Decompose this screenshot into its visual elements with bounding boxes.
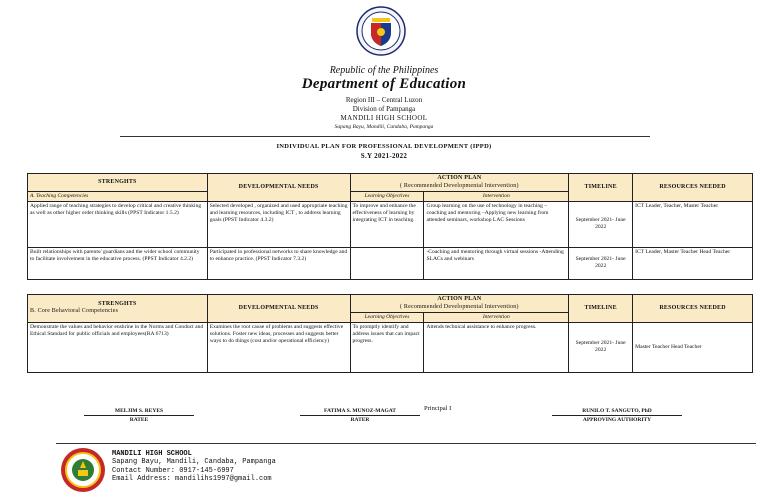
category-core-behavioral: B. Core Behavioral Competencies: [30, 308, 119, 315]
ippd-table-teaching: [27, 173, 753, 280]
cell-intervention: Group learning on the use of technology in teaching –coaching and mentoring –Applying new learning from attended seminars, workshop LAC Sessions: [424, 201, 569, 247]
cell-strength: Demonstrate the values and behavior enshrine in the Norms and Conduct and Ethical Standard for public officials and employees(RA 6713): [28, 322, 208, 372]
ratee-name: MELJIM S. REYES: [84, 408, 194, 416]
footer-school-name: MANDILI HIGH SCHOOL: [112, 450, 192, 458]
cell-strength: Applied range of teaching strategies to develop critical and creative thinking as well as other higher order thinking skills (PPST Indicator 1.5.2): [28, 201, 208, 247]
header-action-plan: [350, 174, 569, 192]
header-timeline: TIMELINE: [569, 174, 633, 202]
republic-line: Republic of the Philippines: [329, 65, 439, 76]
cell-developmental-need: Participated in professional networks to share knowledge and to enhance practice. (PPST Indicator 7.3.2): [207, 247, 350, 279]
cell-intervention: -Coaching and mentoring through virtual sessions -Attending SLACs and webinars: [424, 247, 569, 279]
header-strengths: [28, 295, 208, 323]
subheader-learning-objectives: Learning Objectives: [350, 192, 424, 202]
cell-learning-objective: To improve and enhance the effectiveness of learning by integrating ICT in teaching.: [350, 201, 424, 247]
action-plan-title: ACTION PLAN: [437, 296, 482, 302]
footer-contact: Contact Number: 0917-145-6997: [112, 466, 234, 475]
ippd-table-behavioral: [27, 294, 753, 373]
header-resources: RESOURCES NEEDED: [633, 174, 753, 202]
header-developmental-needs: DEVELOPMENTAL NEEDS: [207, 295, 350, 323]
subheader-learning-objectives: Learning Objectives: [350, 313, 424, 323]
document-title: INDIVIDUAL PLAN FOR PROFESSIONAL DEVELOPMENT (IPPD): [276, 143, 492, 150]
school-address: Sapang Bayu, Mandili, Candaba, Pampanga: [334, 124, 434, 130]
footer-contact-block: [112, 450, 276, 484]
table-row: [28, 322, 753, 372]
action-plan-subtitle: ( Recommended Developmental Intervention): [400, 303, 519, 310]
department-name: Department of Education: [301, 76, 467, 92]
cell-developmental-need: Examines the root cause of problems and suggests effective solutions. Foster new ideas, processes and suggests better ways to do things (cost and/or operational efficiency): [207, 322, 350, 372]
signature-approving: [552, 408, 682, 423]
cell-timeline: September 2021- June 2022: [569, 322, 633, 372]
cell-timeline: September 2021- June 2022: [569, 247, 633, 279]
cell-intervention: Attends technical assistance to enhance progress.: [424, 322, 569, 372]
subheader-intervention: Intervention: [424, 313, 569, 323]
header-divider: [120, 136, 650, 137]
ratee-role: RATEE: [129, 417, 149, 423]
header-timeline: TIMELINE: [569, 295, 633, 323]
footer-divider: [56, 443, 756, 444]
rater-name: FATIMA S. MUNOZ-MAGAT: [300, 408, 420, 416]
category-teaching-competencies: A. Teaching Competencies: [28, 192, 208, 202]
signature-rater: [300, 408, 420, 423]
header-action-plan: [350, 295, 569, 313]
header-strengths: STRENGHTS: [28, 174, 208, 192]
subheader-intervention: Intervention: [424, 192, 569, 202]
cell-resources: Master Teacher Head Teacher: [633, 322, 753, 372]
footer-address: Sapang Bayu, Mandili, Candaba, Pampanga: [112, 458, 276, 467]
rater-position: Principal I: [424, 405, 452, 412]
cell-strength: Built relationships with parents/ guardians and the wider school community to facilitate involvement in the educative process. (PPST Indicator 4.2.2): [28, 247, 208, 279]
header-developmental-needs: DEVELOPMENTAL NEEDS: [207, 174, 350, 202]
signature-ratee: [84, 408, 194, 423]
footer-email: Email Address: mandilihs1997@gmail.com: [112, 475, 272, 484]
cell-resources: ICT Leader, Master Teacher Head Teacher: [633, 247, 753, 279]
cell-developmental-need: Selected developed , organized and used appropriate teaching and learning resources, including ICT , to address learning goals (PPST Indicator 4.3.2): [207, 201, 350, 247]
approver-name: RUNILO T. SANGUTO, PhD: [552, 408, 682, 416]
school-seal-logo: [60, 447, 106, 493]
cell-timeline: September 2021- June 2022: [569, 201, 633, 247]
school-name: MANDILI HIGH SCHOOL: [340, 114, 428, 122]
table-row: [28, 201, 753, 247]
action-plan-subtitle: ( Recommended Developmental Intervention): [400, 182, 519, 189]
region-line: Region III – Central Luzon: [345, 96, 423, 104]
table-row: [28, 247, 753, 279]
approver-role: APPROVING AUTHORITY: [582, 417, 652, 423]
action-plan-title: ACTION PLAN: [437, 175, 482, 181]
strengths-title: STRENGHTS: [98, 300, 137, 307]
division-line: Division of Pampanga: [352, 105, 416, 113]
cell-learning-objective: To promptly identify and address issues that can impact progress.: [350, 322, 424, 372]
cell-learning-objective: [350, 247, 424, 279]
cell-resources: ICT Leader, Teacher, Master Teacher: [633, 201, 753, 247]
deped-seal-logo: [356, 6, 406, 56]
header-resources: RESOURCES NEEDED: [633, 295, 753, 323]
school-year: S.Y 2021-2022: [360, 152, 408, 160]
rater-role: RATER: [350, 417, 370, 423]
